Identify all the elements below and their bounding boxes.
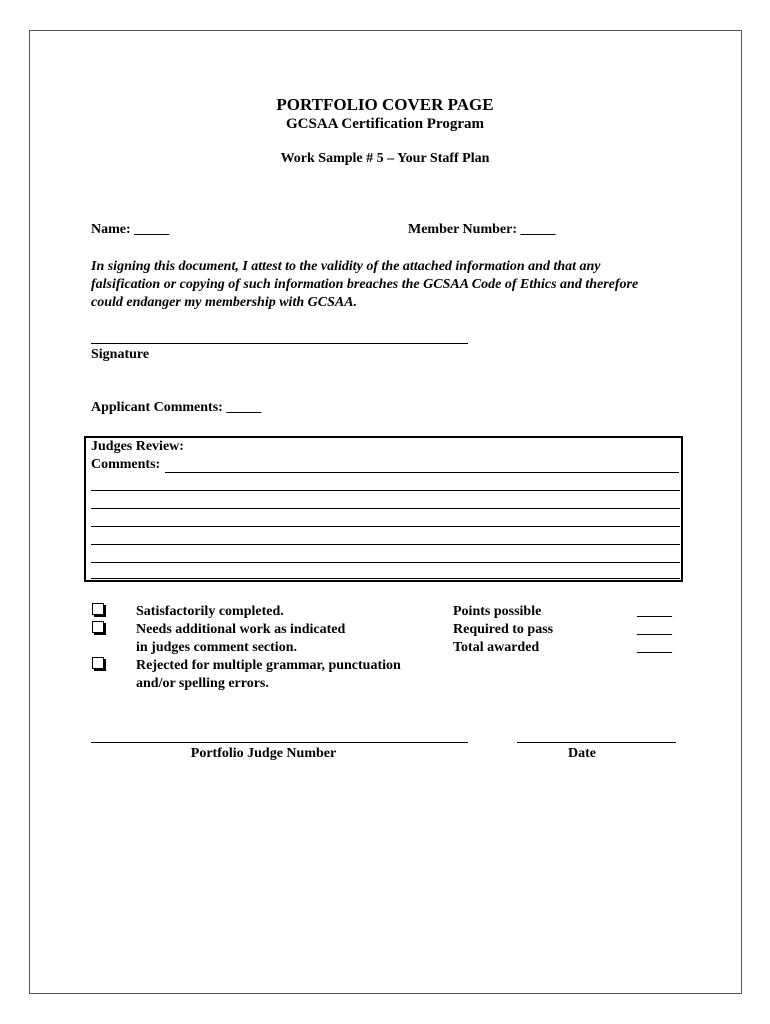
total-awarded-blank[interactable]: _____ <box>637 640 672 655</box>
required-to-pass-label: Required to pass <box>453 622 554 637</box>
comment-line[interactable] <box>165 472 679 473</box>
required-to-pass-blank[interactable]: _____ <box>637 622 672 637</box>
checkbox-satisfactory[interactable] <box>92 603 104 615</box>
judges-comments-label: Comments: <box>91 457 161 472</box>
checklist-item-rejected-cont: and/or spelling errors. <box>136 676 269 691</box>
points-possible-blank[interactable]: _____ <box>637 604 672 619</box>
checklist-item-satisfactory: Satisfactorily completed. <box>136 604 284 619</box>
judge-number-line[interactable] <box>91 742 468 743</box>
page-title: PORTFOLIO COVER PAGE <box>276 95 494 114</box>
checklist-item-needs-work: Needs additional work as indicated <box>136 622 346 637</box>
checklist-item-rejected: Rejected for multiple grammar, punctuation <box>136 658 401 673</box>
checkbox-rejected[interactable] <box>92 657 104 669</box>
comment-line[interactable] <box>91 544 680 545</box>
judges-review-heading: Judges Review: <box>91 439 184 454</box>
page-subtitle: GCSAA Certification Program <box>285 116 485 132</box>
points-possible-label: Points possible <box>453 604 542 619</box>
total-awarded-label: Total awarded <box>453 640 540 655</box>
comment-line[interactable] <box>91 526 680 527</box>
judges-review-box <box>84 436 683 582</box>
judge-number-label: Portfolio Judge Number <box>190 746 337 761</box>
checkbox-needs-work[interactable] <box>92 621 104 633</box>
comment-line[interactable] <box>91 490 680 491</box>
attestation-text: In signing this document, I attest to the validity of the attached information and that any falsification or copying of such information breaches the GCSAA Code of Ethics and therefore could endanger my membership with GCSAA. <box>91 259 639 310</box>
applicant-comments-field[interactable]: Applicant Comments: _____ <box>91 400 262 415</box>
comment-line[interactable] <box>91 562 680 563</box>
name-field[interactable]: Name: _____ <box>91 222 170 237</box>
checklist-item-needs-work-cont: in judges comment section. <box>136 640 297 655</box>
date-line[interactable] <box>517 742 676 743</box>
work-sample-heading: Work Sample # 5 – Your Staff Plan <box>280 151 490 166</box>
signature-line[interactable] <box>91 343 468 344</box>
date-label: Date <box>568 746 596 761</box>
comment-line[interactable] <box>91 578 680 579</box>
member-number-field[interactable]: Member Number: _____ <box>408 222 556 237</box>
signature-label: Signature <box>91 347 150 362</box>
comment-line[interactable] <box>91 508 680 509</box>
